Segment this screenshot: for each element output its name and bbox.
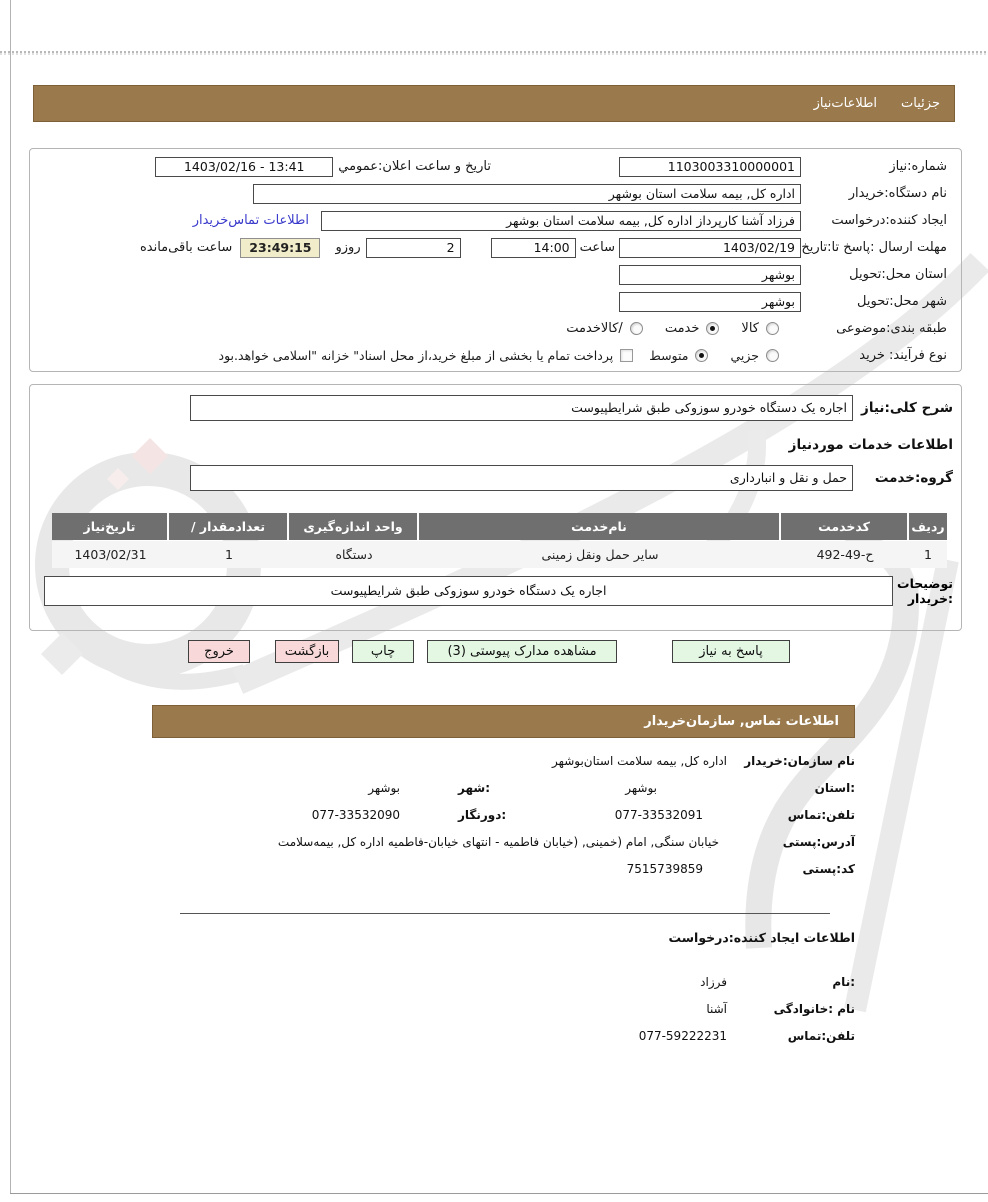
deadline-label: مهلت ارسال :پاسخ تا:تاریخ [801, 240, 947, 255]
delivery-city-field[interactable]: بوشهر [619, 292, 801, 312]
deadline-row [38, 234, 953, 261]
treasury-checkbox-icon[interactable] [620, 349, 633, 362]
countdown-label: ساعت باقی‌مانده [139, 240, 233, 255]
need-summary-panel [29, 148, 962, 372]
first-name-value: فرزاد [700, 975, 727, 989]
services-table [50, 513, 947, 568]
col-row-number: ردیف [909, 513, 947, 540]
contact-phone-label: تلفن:تماس [787, 808, 855, 822]
province-city-row [133, 779, 855, 797]
delivery-province-label: استان محل:تحویل [849, 267, 947, 282]
creator-info-block [133, 930, 855, 1054]
buyer-contact-block [133, 752, 855, 887]
category-label: طبقه بندی:موضوعی [836, 321, 947, 336]
countdown-timer: 23:49:15 [240, 238, 320, 258]
buyer-contact-link[interactable]: اطلاعات تماس‌خریدار [192, 213, 309, 228]
radio-medium-icon[interactable] [695, 349, 708, 362]
contact-city-label: :شهر [458, 781, 490, 795]
page-bottom-border [10, 1193, 988, 1194]
last-name-value: آشنا [706, 1002, 727, 1016]
buyer-org-row [38, 180, 953, 207]
need-number-row [38, 153, 953, 180]
contact-province-value: بوشهر [625, 781, 657, 795]
back-button[interactable]: بازگشت [275, 640, 339, 663]
address-label: آدرس:پستی [782, 835, 855, 849]
dashed-separator [0, 51, 988, 55]
contact-phone-value: 077-33532091 [614, 808, 703, 822]
need-number-label: شماره:نیاز [889, 159, 947, 174]
request-creator-row [38, 207, 953, 234]
process-type-label: نوع فرآیند: خرید [859, 348, 947, 363]
radio-goods-service-icon[interactable] [630, 322, 643, 335]
first-name-label: :نام [832, 975, 855, 989]
request-creator-label: ایجاد کننده:درخواست [831, 213, 947, 228]
delivery-province-row [38, 261, 953, 288]
col-need-date: تاریخ‌نیاز [52, 513, 169, 540]
contact-fax-label: :دورنگار [458, 808, 507, 822]
contact-fax-value: 077-33532090 [311, 808, 400, 822]
deadline-hour-label: ساعت [579, 240, 615, 255]
first-name-row [133, 973, 855, 991]
radio-service-icon[interactable] [706, 322, 719, 335]
col-unit: واحد اندازه‌گیری [289, 513, 419, 540]
last-name-row [133, 1000, 855, 1018]
org-name-value: اداره کل, بیمه سلامت استان‌بوشهر [552, 754, 727, 768]
respond-to-need-button[interactable]: پاسخ به نیاز [672, 640, 790, 663]
buyer-contact-bar-title: اطلاعات تماس, سازمان‌خریدار [644, 714, 839, 729]
process-option-medium[interactable]: متوسط [649, 348, 708, 363]
deadline-days-field[interactable]: 2 [366, 238, 461, 258]
table-row: 1 ح-49-492 سایر حمل ونقل زمینی دستگاه 1 1403/02/31 [50, 541, 947, 568]
postal-code-label: کد:پستی [802, 862, 855, 876]
announce-datetime-field[interactable]: 1403/02/16 - 13:41 [155, 157, 333, 177]
need-number-field[interactable]: 1103003310000001 [619, 157, 801, 177]
deadline-date-field[interactable]: 1403/02/19 [619, 238, 801, 258]
tab-details[interactable]: جزئیات [901, 96, 940, 111]
title-bar [33, 85, 955, 122]
service-group-field[interactable]: حمل و نقل و انبارداری [190, 465, 853, 491]
buyer-notes-label-line1: توضیحات [897, 576, 953, 591]
creator-phone-value: 077-59222231 [638, 1029, 727, 1043]
section-divider [180, 913, 830, 914]
exit-button[interactable]: خروج [188, 640, 250, 663]
buyer-notes-row [38, 576, 953, 606]
org-name-label: نام سازمان:خریدار [744, 754, 855, 768]
postal-code-row [133, 860, 855, 878]
process-type-row [38, 342, 953, 369]
general-description-field[interactable]: اجاره یک دستگاه خودرو سوزوکی طبق شرایطپیوست [190, 395, 853, 421]
creator-phone-row [133, 1027, 855, 1045]
print-button[interactable]: چاپ [352, 640, 414, 663]
col-quantity: تعدادمقدار / [169, 513, 289, 540]
need-description-panel [29, 384, 962, 631]
category-option-goods-service[interactable]: /کالاخدمت [566, 321, 643, 336]
service-group-row [38, 465, 953, 491]
services-table-header [50, 513, 947, 540]
col-service-name: نام‌خدمت [419, 513, 781, 540]
category-row [38, 315, 953, 342]
contact-city-value: بوشهر [368, 781, 400, 795]
buyer-notes-label-line2: :خریدار [907, 591, 953, 606]
treasury-payment-option[interactable]: پرداخت تمام یا بخشی از مبلغ خرید،از محل اسناد" خزانه "اسلامی خواهد.بود [219, 348, 634, 363]
announce-datetime-label: تاریخ و ساعت اعلان:عمومي [338, 159, 491, 174]
delivery-city-row [38, 288, 953, 315]
buyer-notes-field[interactable]: اجاره یک دستگاه خودرو سوزوکی طبق شرایطپیوست [44, 576, 893, 606]
general-description-row [38, 395, 953, 421]
last-name-label: نام :خانوادگی [773, 1002, 855, 1016]
address-value: خیابان سنگی, امام (خمینی, (خیابان فاطمیه - انتهای خیابان-فاطمیه اداره کل, بیمه‌سلامت [277, 835, 719, 849]
delivery-city-label: شهر محل:تحویل [857, 294, 947, 309]
deadline-time-field[interactable]: 14:00 [491, 238, 576, 258]
request-creator-field[interactable]: فرزاد آشنا کارپرداز اداره کل, بیمه سلامت استان بوشهر [321, 211, 801, 231]
org-name-row [133, 752, 855, 770]
category-option-goods[interactable]: کالا [741, 321, 779, 336]
creator-phone-label: تلفن:تماس [787, 1029, 855, 1043]
delivery-province-field[interactable]: بوشهر [619, 265, 801, 285]
action-buttons [188, 640, 790, 663]
services-info-heading: اطلاعات خدمات موردنیاز [788, 437, 953, 453]
process-option-partial[interactable]: جزیي [730, 348, 779, 363]
view-attachments-button[interactable]: مشاهده مدارک پیوستی (3) [427, 640, 617, 663]
deadline-days-label: روزو [335, 240, 361, 255]
col-service-code: کدخدمت [781, 513, 909, 540]
page-left-border [10, 0, 11, 1193]
address-row [133, 833, 855, 851]
category-option-service[interactable]: خدمت [665, 321, 720, 336]
service-group-label: گروه:خدمت [874, 470, 953, 486]
buyer-org-label: نام دستگاه:خریدار [848, 186, 947, 201]
creator-info-heading: اطلاعات ایجاد کننده:درخواست [668, 930, 855, 945]
tab-need-info[interactable]: اطلاعات‌نیاز [813, 96, 878, 111]
contact-province-label: :استان [814, 781, 855, 795]
buyer-org-field[interactable]: اداره کل, بیمه سلامت استان بوشهر [253, 184, 801, 204]
phone-fax-row [133, 806, 855, 824]
postal-code-value: 7515739859 [626, 862, 703, 876]
general-description-label: شرح کلی:نیاز [861, 400, 953, 416]
radio-partial-icon[interactable] [766, 349, 779, 362]
buyer-contact-bar [152, 705, 855, 738]
radio-goods-icon[interactable] [766, 322, 779, 335]
